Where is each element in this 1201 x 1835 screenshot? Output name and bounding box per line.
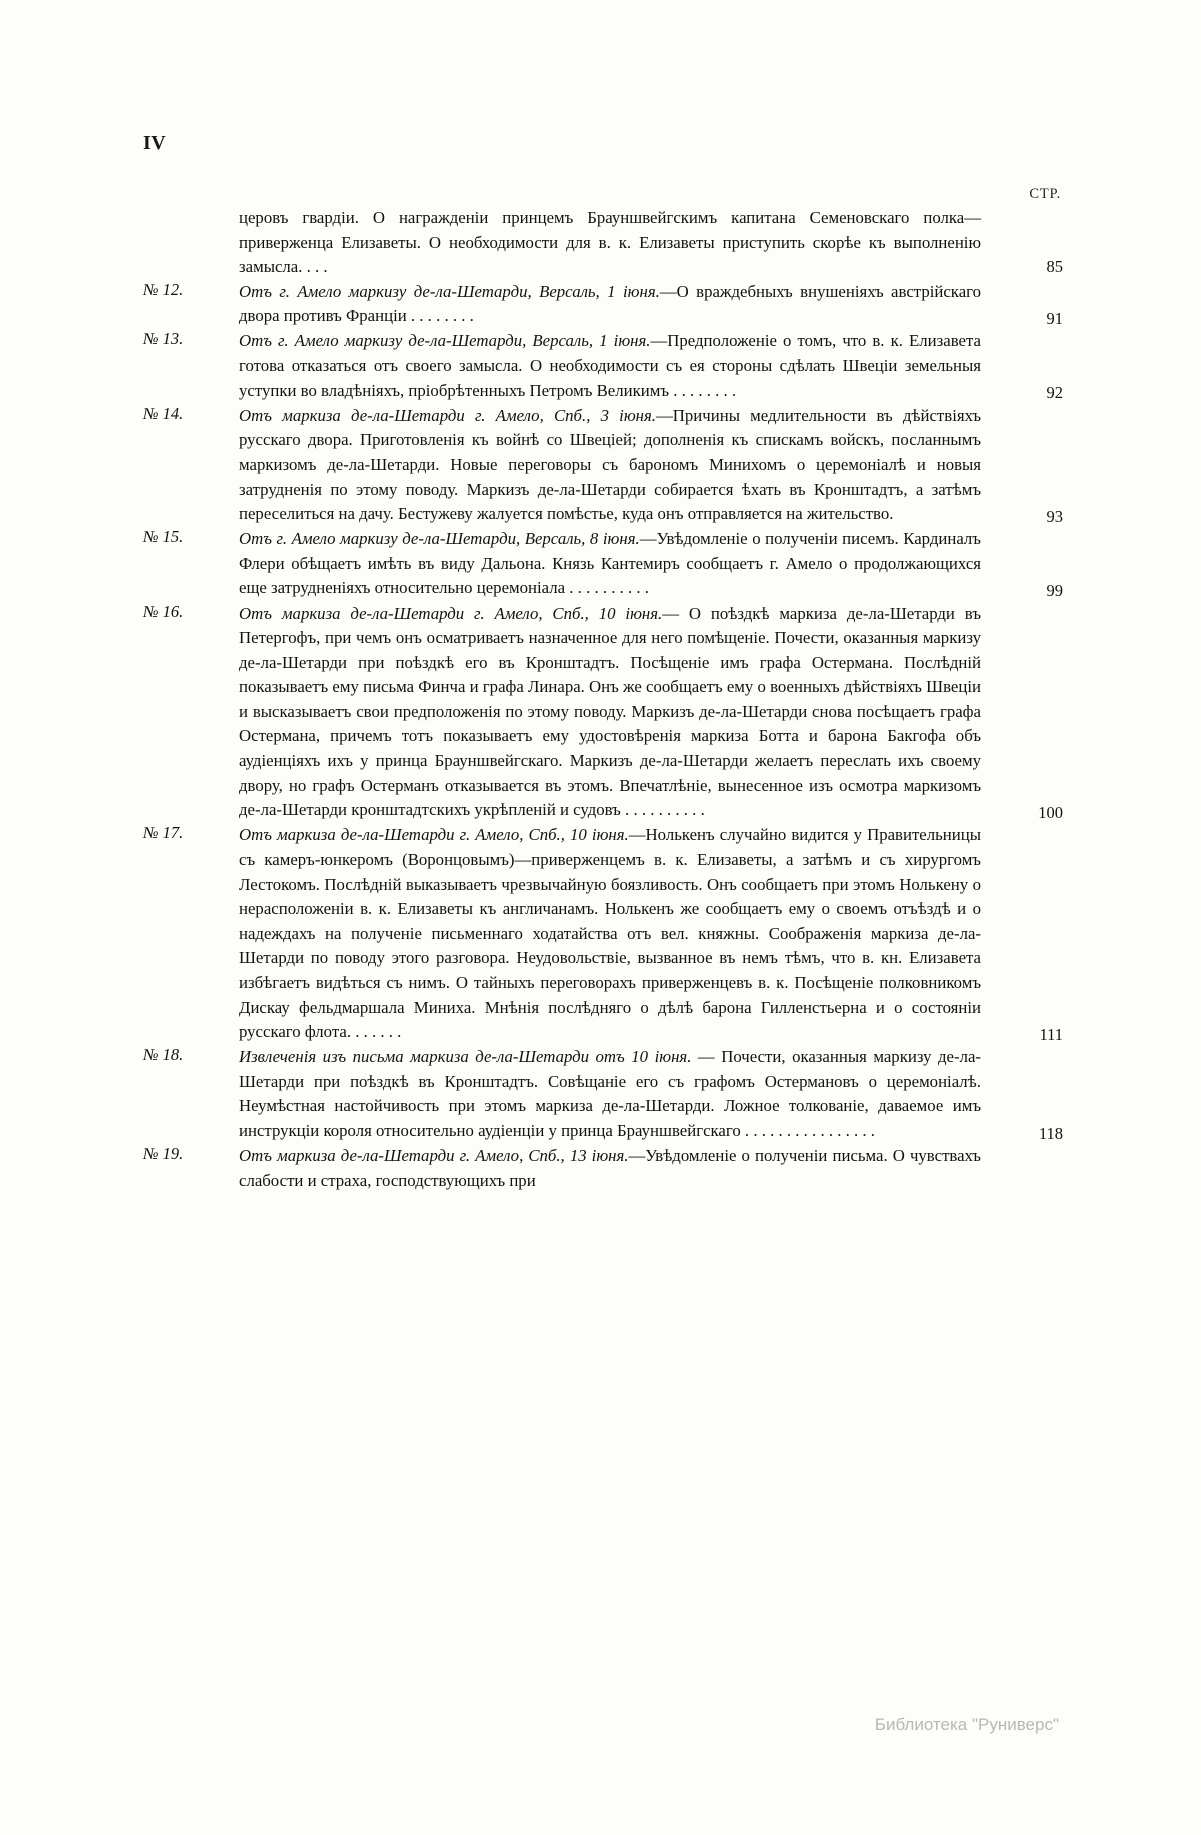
toc-entry-body: [239, 404, 981, 527]
toc-entry: [143, 280, 1063, 329]
toc-entry-page-number: 93: [1046, 506, 1063, 526]
toc-entry-body: [239, 602, 981, 823]
toc-entry-description: —Увѣдомленіе о полученіи писемъ. Кардиналъ Флери обѣщаетъ имѣть въ виду Дальона. Князь Кантемиръ сообщаетъ г. Амело о продолжающихся еще затрудненіяхъ относительно церемоніала . . . . . . . . . .: [239, 529, 981, 598]
toc-entry-title: Отъ г. Амело маркизу де-ла-Шетарди, Версаль, 1 іюня.: [239, 331, 651, 351]
toc-entry-title: Отъ маркиза де-ла-Шетарди г. Амело, Спб., 13 іюня.: [239, 1146, 629, 1166]
toc-lead-page-number: 85: [1046, 257, 1063, 277]
toc-entry-number: № 12.: [143, 279, 184, 299]
toc-entry-body: [239, 1045, 981, 1143]
toc-entry-title: Отъ маркиза де-ла-Шетарди г. Амело, Спб., 10 іюня.: [239, 825, 629, 845]
toc-entry-description: —Нолькенъ случайно видится у Правительницы съ камеръ-юнкеромъ (Воронцовымъ)—приверженцемъ в. к. Елизаветы, а затѣмъ и съ хирургомъ Лестокомъ. Послѣдній выказываетъ чрезвычайную боязливость. Онъ сообщаетъ при этомъ Нолькену о нерасположеніи в. к. Елизаветы къ англичанамъ. Нолькенъ же сообщаетъ ему о своемъ отъѣздѣ и о надеждахъ на полученіе письменнаго ходатайства отъ вел. княжны. Соображенія маркиза де-ла-Шетарди по поводу этого разговора. Неудовольствіе, вызванное въ немъ тѣмъ, что в. кн. Елизавета избѣгаетъ видѣться съ нимъ. О тайныхъ переговорахъ приверженцевъ в. к. Посѣщеніе полковникомъ Дискау фельдмаршала Миниха. Мнѣнія послѣдняго о дѣлѣ барона Гилленстьерна и о состояніи русскаго флота. . . . . . .: [239, 825, 981, 1042]
toc-entry-number: № 13.: [143, 329, 184, 349]
toc-entry-body: [239, 280, 981, 329]
toc-entry-body: [239, 823, 981, 1044]
page-folio-number: IV: [143, 132, 167, 154]
toc-entry-body: [239, 329, 981, 403]
toc-lead-text: церовъ гвардіи. О награжденіи принцемъ Брауншвейгскимъ капитана Семеновскаго полка—приверженца Елизаветы. О необходимости для в. к. Елизаветы приступить скорѣе къ выполненію замысла. . . .: [239, 208, 981, 277]
toc-entry-number: № 14.: [143, 403, 184, 423]
toc-entry-body: [239, 1144, 981, 1193]
toc-entry-page-number: 100: [1038, 802, 1063, 822]
toc-entry-description: — О поѣздкѣ маркиза де-ла-Шетарди въ Петергофъ, при чемъ онъ осматриваетъ назначенное для него помѣщеніе. Почести, оказанныя маркизу де-ла-Шетарди при поѣздкѣ его въ Кронштадтъ. Посѣщеніе имъ графа Остермана. Послѣдній показываетъ ему письма Финча и графа Линара. Онъ же сообщаетъ ему о военныхъ дѣйствіяхъ Швеціи и высказываетъ свои предположенія по этому поводу. Маркизъ де-ла-Шетарди снова посѣщаетъ графа Остермана, причемъ тотъ показываетъ ему удостовѣренія маркиза Ботта и барона Бакгофа объ аудіенціяхъ ихъ у принца Брауншвейгскаго. Маркизъ де-ла-Шетарди желаетъ переслать ихъ своему двору, но графъ Остерманъ отказывается въ этомъ. Впечатлѣніе, вынесенное изъ осмотра маркизомъ де-ла-Шетарди кронштадтскихъ укрѣпленій и судовъ . . . . . . . . . .: [239, 603, 981, 820]
toc-entry-description: —Предположеніе о томъ, что в. к. Елизавета готова отказаться отъ своего замысла. О необходимости съ ея стороны сдѣлать Швеціи земельныя уступки во владѣніяхъ, пріобрѣтенныхъ Петромъ Великимъ . . . . . . . .: [239, 331, 981, 400]
toc-entry: [143, 329, 1063, 403]
toc-entry-description: —Увѣдомленіе о полученіи письма. О чувствахъ слабости и страха, господствующихъ при: [239, 1146, 981, 1190]
toc-entry-title: Отъ маркиза де-ла-Шетарди г. Амело, Спб., 10 іюня.: [239, 603, 663, 623]
toc-entry: [143, 823, 1063, 1044]
toc-entry-page-number: 99: [1046, 581, 1063, 600]
toc-entry-number: № 18.: [143, 1045, 184, 1065]
toc-entry-title: Отъ маркиза де-ла-Шетарди г. Амело, Спб., 3 іюня.: [239, 405, 657, 425]
toc-entry-page-number: 91: [1046, 308, 1063, 328]
toc-entry-number: № 15.: [143, 527, 184, 547]
toc-lead-paragraph: [239, 206, 1063, 280]
toc-entry-title: Отъ г. Амело маркизу де-ла-Шетарди, Версаль, 1 іюня.: [239, 281, 660, 301]
toc-entry-description: —Причины медлительности въ дѣйствіяхъ русскаго двора. Приготовленія къ войнѣ со Швеціей; дополненія къ спискамъ войскъ, посланнымъ маркизомъ де-ла-Шетарди. Новые переговоры съ барономъ Минихомъ о церемоніалѣ и новыя затрудненія по этому поводу. Маркизъ де-ла-Шетарди собирается ѣхать въ Кронштадтъ, а затѣмъ переселиться на дачу. Бестужеву жалуется помѣстье, куда онъ отправляется на жительство.: [239, 405, 982, 524]
toc-entry-description: —О враждебныхъ внушеніяхъ австрійскаго двора противъ Франціи . . . . . . . .: [239, 281, 982, 326]
toc-entry-page-number: 118: [1038, 1123, 1063, 1143]
toc-entry: [143, 602, 1063, 823]
toc-entry: [143, 527, 1063, 601]
toc-entry-number: № 16.: [143, 601, 184, 621]
toc-entry-number: № 19.: [143, 1144, 184, 1164]
table-of-contents: [143, 206, 1063, 1194]
toc-entry-title: Извлеченія изъ письма маркиза де-ла-Шетарди отъ 10 іюня.: [239, 1047, 692, 1067]
toc-entry: [143, 404, 1063, 527]
toc-entry-body: [239, 527, 981, 601]
toc-entry-number: № 17.: [143, 823, 184, 843]
toc-entry: [143, 1045, 1063, 1143]
page-column-header: СТР.: [1029, 186, 1061, 202]
toc-entry-page-number: 92: [1046, 383, 1063, 403]
toc-entry: [143, 1144, 1063, 1193]
library-watermark: Библиотека "Руниверс": [874, 1715, 1059, 1734]
toc-entry-page-number: 111: [1039, 1024, 1063, 1044]
toc-entry-description: — Почести, оказанныя маркизу де-ла-Шетарди при поѣздкѣ въ Кронштадтъ. Совѣщаніе его съ графомъ Остермановъ о церемоніалѣ. Неумѣстная настойчивость при этомъ маркиза де-ла-Шетарди. Ложное толкованіе, даваемое имъ инструкціи короля относительно аудіенціи у принца Брауншвейгскаго . . . . . . . . . . . . . . . .: [239, 1047, 982, 1140]
toc-entry-title: Отъ г. Амело маркизу де-ла-Шетарди, Версаль, 8 іюня.: [239, 529, 640, 549]
